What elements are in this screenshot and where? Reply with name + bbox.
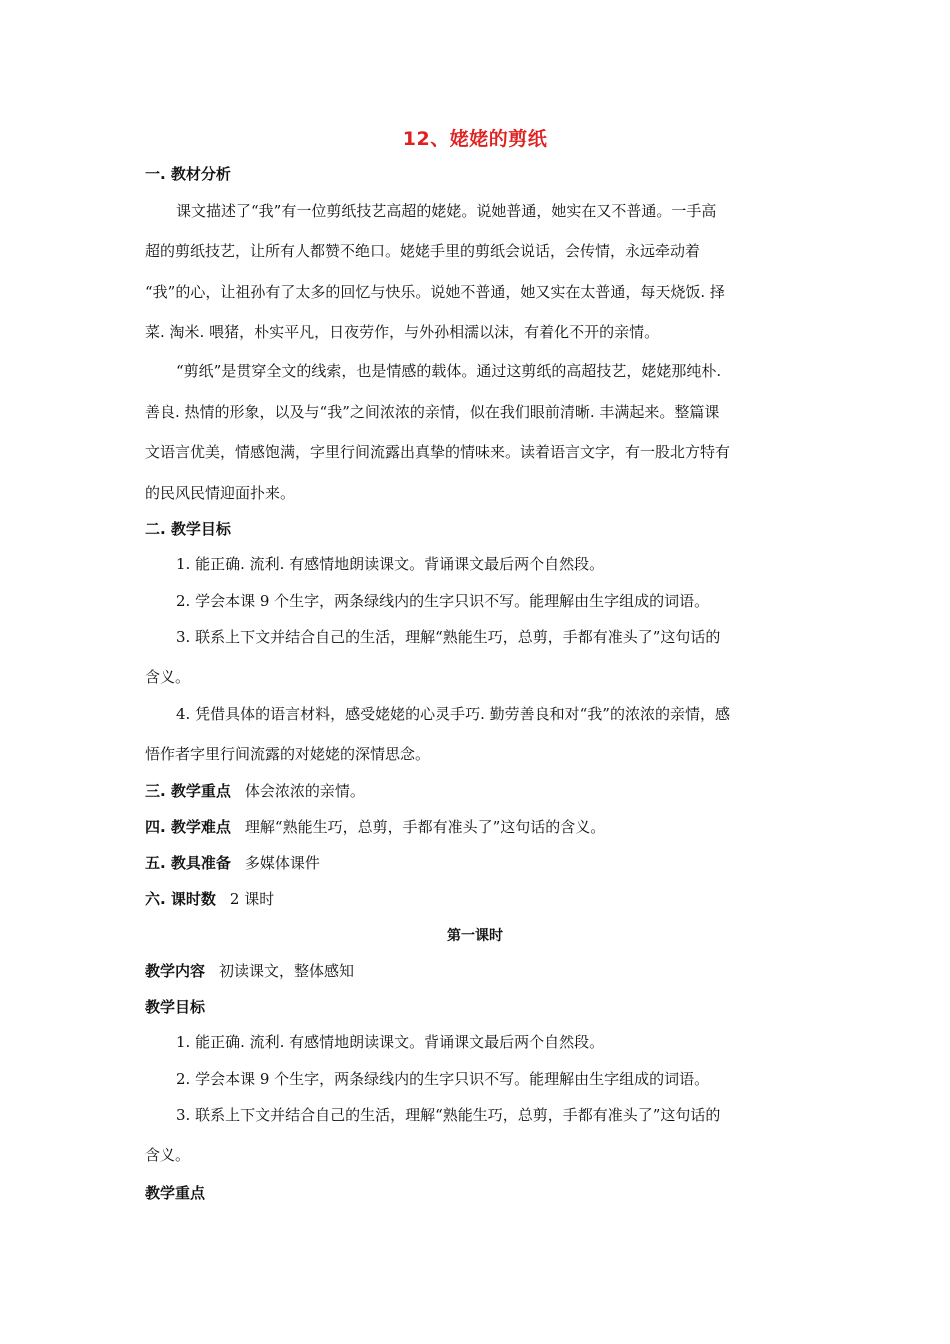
section-heading-materials: 五. 教具准备 (145, 854, 231, 872)
lesson-content-label: 教学内容 (145, 962, 206, 980)
section-heading-periods: 六. 课时数 (145, 890, 216, 908)
goal-item: 2. 学会本课 9 个生字，两条绿线内的生字只识不写。能理解由生字组成的词语。 (176, 592, 710, 610)
paragraph-line: 的民风民情迎面扑来。 (145, 484, 296, 502)
section-heading-analysis: 一. 教材分析 (145, 165, 231, 183)
section-difficulties (145, 816, 605, 837)
paragraph-line: “我”的心，让祖孙有了太多的回忆与快乐。说她不普通，她又实在太普通，每天烧饭. 择 (145, 283, 725, 301)
lesson-goal-item-continuation: 含义。 (145, 1146, 191, 1164)
lesson-goal-item: 2. 学会本课 9 个生字，两条绿线内的生字只识不写。能理解由生字组成的词语。 (176, 1070, 710, 1088)
lesson-content (145, 960, 354, 981)
paragraph-line: 超的剪纸技艺，让所有人都赞不绝口。姥姥手里的剪纸会说话，会传情，永远牵动着 (145, 242, 701, 260)
goal-item: 4. 凭借具体的语言材料，感受姥姥的心灵手巧. 勤劳善良和对“我”的浓浓的亲情，感 (176, 705, 730, 723)
section-heading-key-points: 三. 教学重点 (145, 782, 231, 800)
paragraph-line: 善良. 热情的形象，以及与“我”之间浓浓的亲情，似在我们眼前清晰. 丰满起来。整篇课 (145, 403, 720, 421)
lesson-goal-item: 3. 联系上下文并结合自己的生活，理解“熟能生巧，总剪，手都有准头了”这句话的 (176, 1106, 721, 1124)
section-heading-difficulties: 四. 教学难点 (145, 818, 231, 836)
lesson-goal-item: 1. 能正确. 流利. 有感情地朗读课文。背诵课文最后两个自然段。 (176, 1033, 605, 1051)
lesson-goals-label: 教学目标 (145, 998, 206, 1016)
periods-value: 2 课时 (229, 890, 275, 908)
document-title: 12、姥姥的剪纸 (402, 128, 548, 150)
key-points-value: 体会浓浓的亲情。 (244, 782, 365, 800)
paragraph-line: 课文描述了“我”有一位剪纸技艺高超的姥姥。说她普通，她实在又不普通。一手高 (176, 202, 717, 220)
difficulties-value: 理解“熟能生巧，总剪，手都有准头了”这句话的含义。 (244, 818, 606, 836)
section-periods (145, 888, 274, 909)
section-materials (145, 852, 320, 873)
lesson-content-value: 初读课文，整体感知 (219, 962, 355, 980)
goal-item-continuation: 含义。 (145, 668, 191, 686)
lesson-key-label: 教学重点 (145, 1184, 206, 1202)
paragraph-line: 菜. 淘米. 喂猪，朴实平凡，日夜劳作，与外孙相濡以沫，有着化不开的亲情。 (145, 323, 660, 341)
goal-item-continuation: 悟作者字里行间流露的对姥姥的深情思念。 (145, 745, 431, 763)
materials-value: 多媒体课件 (244, 854, 320, 872)
goal-item: 1. 能正确. 流利. 有感情地朗读课文。背诵课文最后两个自然段。 (176, 555, 605, 573)
goal-item: 3. 联系上下文并结合自己的生活，理解“熟能生巧，总剪，手都有准头了”这句话的 (176, 628, 721, 646)
section-key-points (145, 780, 365, 801)
paragraph-line: 文语言优美，情感饱满，字里行间流露出真挚的情味来。读着语言文字，有一股北方特有 (145, 443, 731, 461)
paragraph-line: “剪纸”是贯穿全文的线索，也是情感的载体。通过这剪纸的高超技艺，姥姥那纯朴. (176, 362, 722, 380)
section-heading-goals: 二. 教学目标 (145, 520, 231, 538)
lesson-heading: 第一课时 (447, 928, 503, 944)
